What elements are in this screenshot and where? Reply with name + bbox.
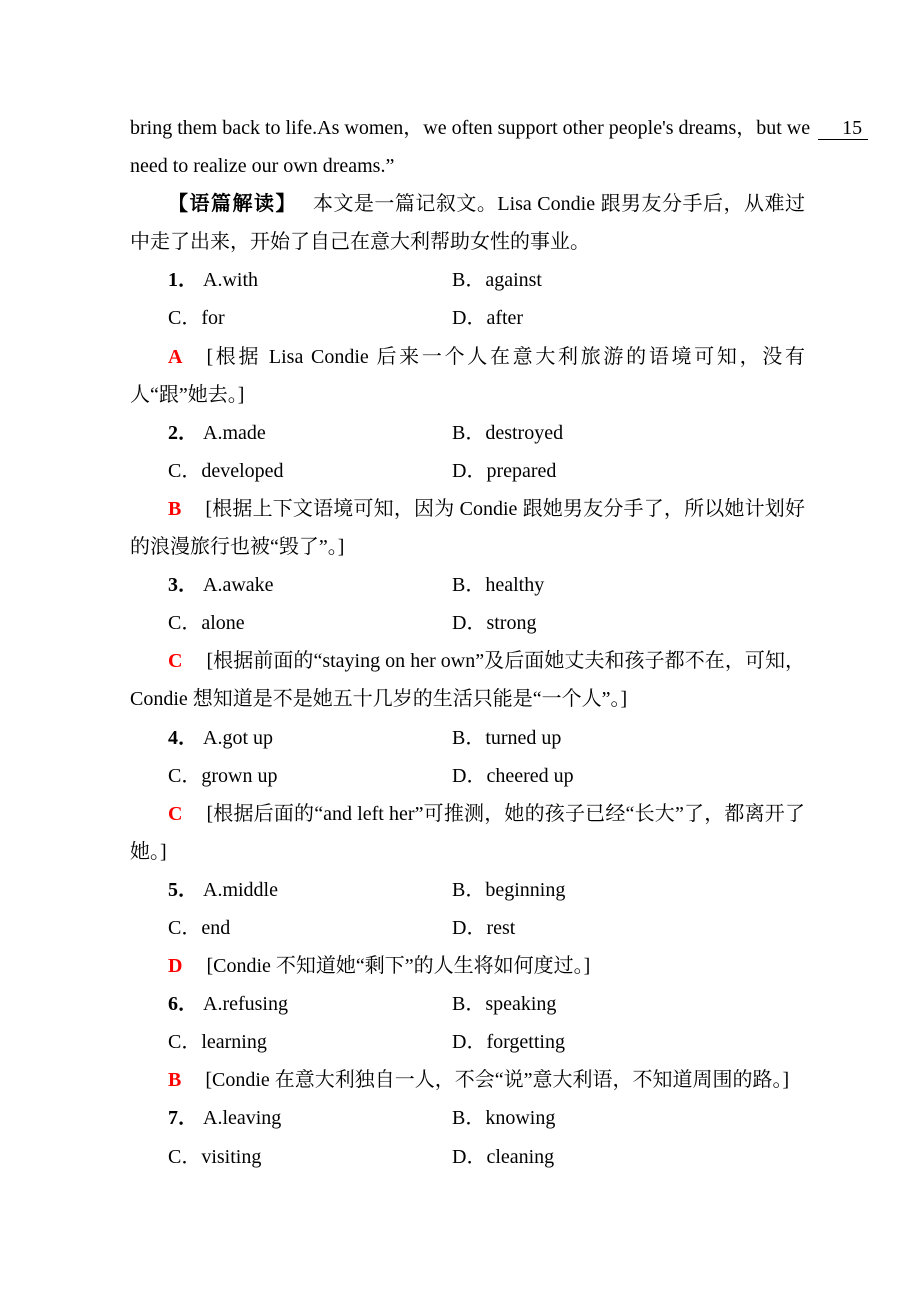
answer-letter: A (168, 345, 183, 368)
answer-letter: C (168, 802, 183, 825)
passage-text: bring them back to life.As women，we often support other people's dreams，but we (130, 117, 811, 139)
option-c: C．end (168, 916, 231, 939)
option-row-ab (130, 566, 805, 604)
question-block-5 (130, 871, 805, 985)
option-b: B．turned up (452, 726, 562, 749)
passage-line: need to realize our own dreams.” (130, 155, 395, 178)
blank-number: 15 (842, 117, 863, 139)
option-row-cd (130, 452, 805, 490)
option-c: C．visiting (168, 1145, 262, 1168)
question-block-1 (130, 261, 805, 413)
option-b: B．speaking (452, 993, 557, 1016)
option-row-ab (130, 985, 805, 1023)
question-number: 1． (168, 269, 198, 292)
option-row-cd (130, 909, 805, 947)
question-number: 4． (168, 726, 198, 749)
option-c: C．for (168, 307, 225, 330)
question-block-7 (130, 1099, 805, 1175)
option-row-cd (130, 604, 805, 642)
answer-letter: C (168, 650, 183, 673)
analysis-label: 【语篇解读】 (168, 193, 297, 216)
option-row-cd (130, 1138, 805, 1176)
question-number: 3． (168, 574, 198, 597)
option-b: B．destroyed (452, 421, 564, 444)
answer-line (130, 490, 805, 566)
option-d: D．strong (452, 612, 537, 635)
option-row-ab (130, 1099, 805, 1137)
option-a: A.refusing (203, 993, 288, 1016)
option-a: A.leaving (203, 1107, 282, 1130)
option-c: C．grown up (168, 764, 278, 787)
option-row-ab (130, 719, 805, 757)
option-row-cd (130, 1023, 805, 1061)
question-block-6 (130, 985, 805, 1099)
answer-explanation: [根据 Lisa Condie 后来一个人在意大利旅游的语境可知，没有人“跟”她去。] (130, 345, 805, 406)
passage-line (130, 109, 863, 147)
option-row-cd (130, 757, 805, 795)
option-c: C．alone (168, 612, 245, 635)
option-a: A.made (203, 421, 266, 444)
question-block-4 (130, 719, 805, 871)
option-c: C．developed (168, 459, 284, 482)
option-a: A.awake (203, 574, 274, 597)
answer-line (130, 1061, 805, 1099)
option-d: D．prepared (452, 459, 557, 482)
question-number: 7． (168, 1107, 198, 1130)
answer-letter: D (168, 955, 183, 978)
option-row-ab (130, 414, 805, 452)
answer-explanation: [Condie 在意大利独自一人，不会“说”意大利语，不知道周围的路。] (205, 1069, 790, 1092)
option-row-ab (130, 261, 805, 299)
cloze-blank-15 (818, 117, 868, 140)
answer-explanation: [根据上下文语境可知，因为 Condie 跟她男友分手了，所以她计划好的浪漫旅行也被“毁了”。] (130, 497, 805, 559)
answer-line (130, 947, 805, 985)
option-a: A.got up (203, 726, 273, 749)
answer-explanation: [根据前面的“staying on her own”及后面她丈夫和孩子都不在，可知，Condie 想知道是不是她五十几岁的生活只能是“一个人”。] (130, 650, 805, 711)
option-d: D．cheered up (452, 764, 574, 787)
answer-line (130, 338, 805, 414)
question-number: 2． (168, 421, 198, 444)
option-d: D．forgetting (452, 1031, 565, 1054)
option-d: D．rest (452, 916, 516, 939)
option-row-cd (130, 299, 805, 337)
option-b: B．against (452, 269, 542, 292)
option-a: A.middle (203, 878, 278, 901)
question-number: 5． (168, 878, 198, 901)
answer-letter: B (168, 1069, 182, 1092)
answer-explanation: [Condie 不知道她“剩下”的人生将如何度过。] (206, 955, 591, 978)
question-block-2 (130, 414, 805, 566)
answer-explanation: [根据后面的“and left her”可推测，她的孩子已经“长大”了，都离开了她。] (130, 802, 805, 863)
option-b: B．beginning (452, 878, 566, 901)
question-block-3 (130, 566, 805, 718)
option-row-ab (130, 871, 805, 909)
analysis-text: 本文是一篇记叙文。Lisa Condie 跟男友分手后，从难过中走了出来，开始了自己在意大利帮助女性的事业。 (130, 193, 805, 254)
answer-line (130, 795, 805, 871)
option-b: B．knowing (452, 1107, 556, 1130)
answer-line (130, 642, 805, 718)
option-a: A.with (203, 269, 258, 292)
option-b: B．healthy (452, 574, 545, 597)
option-d: D．cleaning (452, 1145, 555, 1168)
question-number: 6． (168, 993, 198, 1016)
passage-analysis (130, 185, 805, 261)
option-c: C．learning (168, 1031, 267, 1054)
answer-letter: B (168, 497, 182, 520)
option-d: D．after (452, 307, 524, 330)
